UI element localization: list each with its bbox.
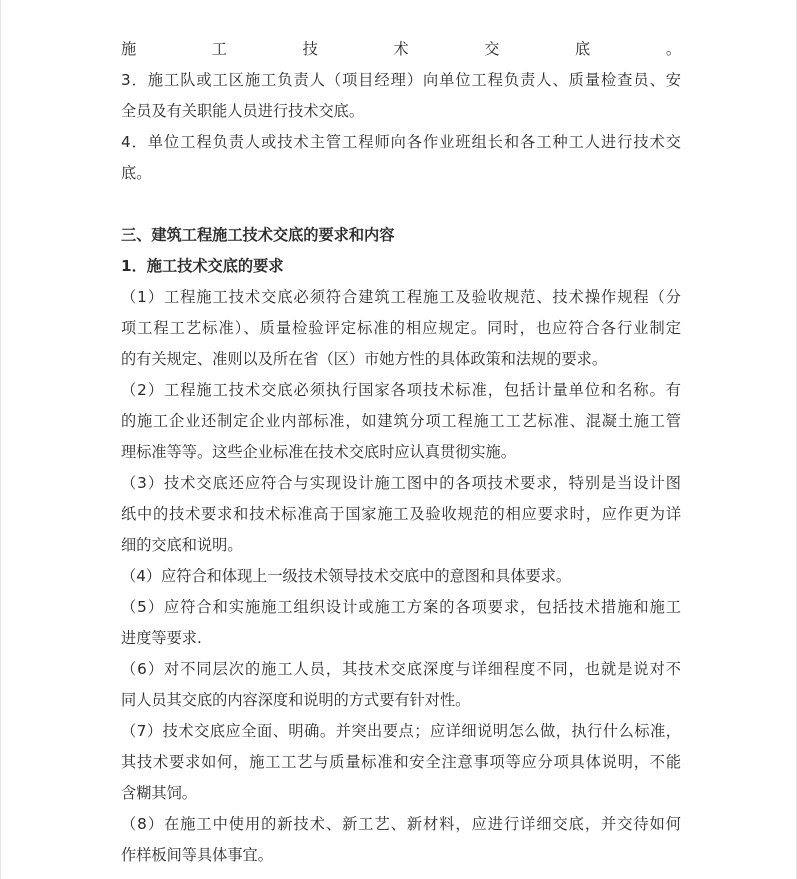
intro-line: 3．施工队或工区施工负责人（项目经理）向单位工程负责人、质量检查员、安 (121, 71, 681, 89)
list-item (121, 375, 681, 468)
item-line: 理标准等等。这些企业标准在技术交底时应认真贯彻实施。 (121, 443, 516, 461)
item-line: 项工程工艺标准）、质量检验评定标准的相应规定。同时，也应符合各行业制定 (121, 319, 681, 337)
paragraph-gap (121, 189, 681, 220)
item-line: （6）对不同层次的施工人员，其技术交底深度与详细程度不同，也就是说对不 (121, 660, 681, 678)
item-line: （7）技术交底应全面、明确。并突出要点；应详细说明怎么做，执行什么标准， (121, 722, 681, 740)
intro-line: 4．单位工程负责人或技术主管工程师向各作业班组长和各工种工人进行技术交 (121, 133, 681, 151)
list-item (121, 716, 681, 809)
item-line: 纸中的技术要求和技术标准高于国家施工及验收规范的相应要求时，应作更为详 (121, 505, 681, 523)
intro-line: 施工技术交底。 (121, 40, 681, 58)
list-item (121, 654, 681, 716)
item-line: （3）技术交底还应符合与实现设计施工图中的各项技术要求，特别是当设计图 (121, 474, 681, 492)
item-line: 含糊其饲。 (121, 784, 197, 802)
list-item (121, 468, 681, 561)
item-line: 同人员其交底的内容深度和说明的方式要有针对性。 (121, 691, 471, 709)
document-body (121, 34, 681, 871)
section-heading: 三、建筑工程施工技术交底的要求和内容 (121, 226, 395, 244)
item-line: （2）工程施工技术交底必须执行国家各项技术标准，包括计量单位和名称。有 (121, 381, 681, 399)
list-item (121, 809, 681, 871)
item-line: （4）应符合和体现上一级技术领导技术交底中的意图和具体要求。 (121, 567, 572, 585)
item-line: （5）应符合和实施施工组织设计或施工方案的各项要求，包括技术措施和施工 (121, 598, 681, 616)
item-line: 细的交底和说明。 (121, 536, 243, 554)
intro-line: 底。 (121, 164, 152, 182)
item-line: 进度等要求. (121, 629, 202, 647)
item-line: 其技术要求如何，施工工艺与质量标准和安全注意事项等应分项具体说明，不能 (121, 753, 681, 771)
list-item (121, 561, 681, 592)
list-item (121, 282, 681, 375)
item-line: 的有关规定、准则以及所在省（区）市她方性的具体政策和法规的要求。 (121, 350, 607, 368)
item-line: 的施工企业还制定企业内部标准，如建筑分项工程施工工艺标准、混凝土施工管 (121, 412, 681, 430)
list-item (121, 592, 681, 654)
item-line: （1）工程施工技术交底必须符合建筑工程施工及验收规范、技术操作规程（分 (121, 288, 681, 306)
intro-line: 全员及有关职能人员进行技术交底。 (121, 102, 364, 120)
item-line: 作样板间等具体事宜。 (121, 846, 273, 864)
subsection-heading: 1．施工技术交底的要求 (121, 257, 284, 275)
item-line: （8）在施工中使用的新技术、新工艺、新材料，应进行详细交底，并交待如何 (121, 815, 681, 833)
